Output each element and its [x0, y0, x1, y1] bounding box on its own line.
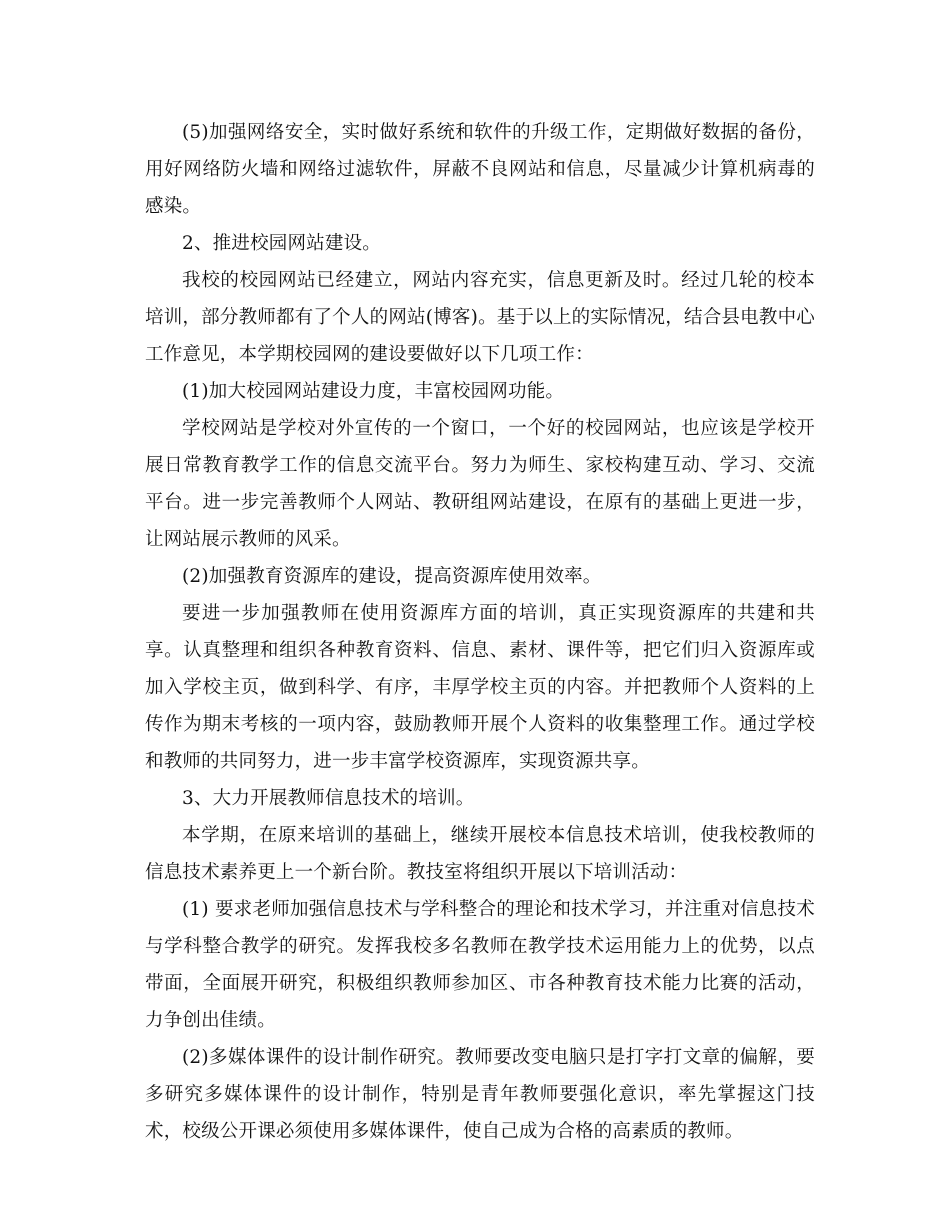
paragraph-website-window: 学校网站是学校对外宣传的一个窗口，一个好的校园网站，也应该是学校开展日常教育教学工作的信息交流平台。努力为师生、家校构建互动、学习、交流平台。进一步完善教师个人网站、教研组网站建设，在原有的基础上更进一步，让网站展示教师的风采。: [145, 418, 815, 550]
heading-website-strength: (1)加大校园网站建设力度，丰富校园网功能。: [182, 381, 565, 402]
paragraph-training-plan: 本学期，在原来培训的基础上，继续开展校本信息技术培训，使我校教师的信息技术素养更上一个新台阶。教技室将组织开展以下培训活动：: [145, 825, 815, 883]
paragraph-website-status: 我校的校园网站已经建立，网站内容充实，信息更新及时。经过几轮的校本培训，部分教师都有了个人的网站(博客)。基于以上的实际情况，结合县电教中心工作意见，本学期校园网的建设要做好以下几项工作：: [145, 270, 815, 365]
paragraph-integration-study: (1) 要求老师加强信息技术与学科整合的理论和技术学习，并注重对信息技术与学科整合教学的研究。发挥我校多名教师在教学技术运用能力上的优势，以点带面，全面展开研究，积极组织教师参加区、市各种教育技术能力比赛的活动，力争创出佳绩。: [145, 899, 815, 1031]
paragraph-multimedia-courseware: (2)多媒体课件的设计制作研究。教师要改变电脑只是打字打文章的偏解，要多研究多媒体课件的设计制作，特别是青年教师要强化意识，率先掌握这门技术，校级公开课必须使用多媒体课件，使自己成为合格的高素质的教师。: [145, 1047, 815, 1142]
heading-teacher-training: 3、大力开展教师信息技术的培训。: [182, 788, 475, 809]
paragraph-network-security: (5)加强网络安全，实时做好系统和软件的升级工作，定期做好数据的备份，用好网络防火墙和网络过滤软件，屏蔽不良网站和信息，尽量减少计算机病毒的感染。: [145, 122, 815, 217]
heading-campus-website: 2、推进校园网站建设。: [182, 233, 381, 254]
heading-resource-library: (2)加强教育资源库的建设，提高资源库使用效率。: [182, 566, 602, 587]
paragraph-resource-library: 要进一步加强教师在使用资源库方面的培训，真正实现资源库的共建和共享。认真整理和组织各种教育资料、信息、素材、课件等，把它们归入资源库或加入学校主页，做到科学、有序，丰厚学校主页的内容。并把教师个人资料的上传作为期末考核的一项内容，鼓励教师开展个人资料的收集整理工作。通过学校和教师的共同努力，进一步丰富学校资源库，实现资源共享。: [145, 603, 815, 772]
document-body: [145, 114, 815, 1150]
